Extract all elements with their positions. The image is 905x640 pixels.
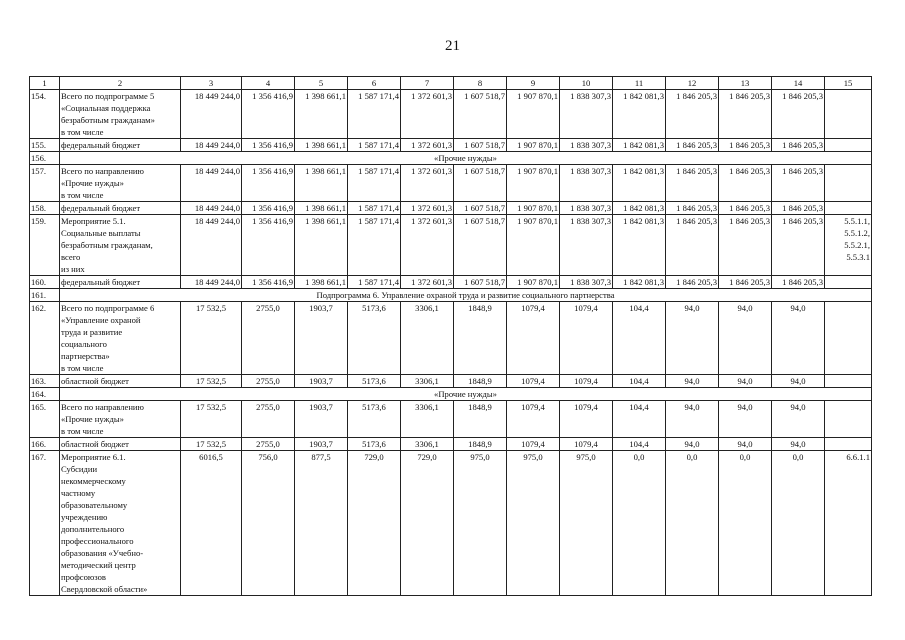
row-name: Всего по подпрограмме 6 «Управление охраной труда и развитие социального партнерства» в том числе <box>60 302 181 375</box>
row-number: 165. <box>30 401 60 438</box>
value-cell: 94,0 <box>666 375 719 388</box>
value-cell: 1 846 205,3 <box>666 165 719 202</box>
value-cell: 1 907 870,1 <box>507 276 560 289</box>
value-cell: 3306,1 <box>401 302 454 375</box>
value-cell: 1 846 205,3 <box>666 276 719 289</box>
value-cell: 1 846 205,3 <box>666 139 719 152</box>
value-cell: 1 842 081,3 <box>613 90 666 139</box>
value-cell: 975,0 <box>507 451 560 596</box>
value-cell: 1 907 870,1 <box>507 215 560 276</box>
value-cell: 1 838 307,3 <box>560 139 613 152</box>
value-cell: 1 398 661,1 <box>295 90 348 139</box>
value-cell: 104,4 <box>613 401 666 438</box>
value-cell: 1079,4 <box>560 401 613 438</box>
header-cell: 7 <box>401 77 454 90</box>
value-cell: 5173,6 <box>348 302 401 375</box>
row-number: 159. <box>30 215 60 276</box>
value-cell: 1 846 205,3 <box>772 276 825 289</box>
header-cell: 8 <box>454 77 507 90</box>
value-cell: 1 846 205,3 <box>666 90 719 139</box>
value-cell: 1 398 661,1 <box>295 139 348 152</box>
row-name: Всего по направлению «Прочие нужды» в том числе <box>60 401 181 438</box>
value-cell: 1 838 307,3 <box>560 202 613 215</box>
value-cell: 2755,0 <box>242 302 295 375</box>
value-cell: 17 532,5 <box>181 302 242 375</box>
value-cell: 1 372 601,3 <box>401 139 454 152</box>
value-cell: 1903,7 <box>295 401 348 438</box>
value-cell: 1 587 171,4 <box>348 276 401 289</box>
table-row <box>30 388 872 401</box>
row-number: 167. <box>30 451 60 596</box>
value-cell: 1 372 601,3 <box>401 202 454 215</box>
value-cell: 1 587 171,4 <box>348 90 401 139</box>
value-cell: 1 587 171,4 <box>348 139 401 152</box>
value-cell: 1903,7 <box>295 375 348 388</box>
value-cell: 3306,1 <box>401 438 454 451</box>
value-cell: 3306,1 <box>401 375 454 388</box>
value-cell: 104,4 <box>613 438 666 451</box>
value-cell: 1 587 171,4 <box>348 165 401 202</box>
table-row <box>30 165 872 202</box>
value-cell: 1 607 518,7 <box>454 139 507 152</box>
value-cell: 1848,9 <box>454 375 507 388</box>
target-ref <box>825 438 872 451</box>
value-cell: 1 607 518,7 <box>454 90 507 139</box>
value-cell: 1079,4 <box>507 401 560 438</box>
value-cell: 1 356 416,9 <box>242 139 295 152</box>
value-cell: 1 838 307,3 <box>560 90 613 139</box>
value-cell: 1 846 205,3 <box>719 202 772 215</box>
target-ref <box>825 165 872 202</box>
value-cell: 877,5 <box>295 451 348 596</box>
row-number: 158. <box>30 202 60 215</box>
value-cell: 1 842 081,3 <box>613 276 666 289</box>
row-number: 163. <box>30 375 60 388</box>
target-ref <box>825 302 872 375</box>
value-cell: 1 907 870,1 <box>507 165 560 202</box>
header-cell: 1 <box>30 77 60 90</box>
table-row <box>30 401 872 438</box>
value-cell: 18 449 244,0 <box>181 165 242 202</box>
row-name: федеральный бюджет <box>60 139 181 152</box>
value-cell: 18 449 244,0 <box>181 215 242 276</box>
value-cell: 1 846 205,3 <box>719 139 772 152</box>
value-cell: 104,4 <box>613 302 666 375</box>
header-cell: 10 <box>560 77 613 90</box>
value-cell: 5173,6 <box>348 401 401 438</box>
value-cell: 1079,4 <box>560 302 613 375</box>
value-cell: 1 356 416,9 <box>242 202 295 215</box>
header-cell: 9 <box>507 77 560 90</box>
row-number: 160. <box>30 276 60 289</box>
row-name: Мероприятие 5.1. Социальные выплаты безработным гражданам, всего из них <box>60 215 181 276</box>
value-cell: 18 449 244,0 <box>181 139 242 152</box>
value-cell: 18 449 244,0 <box>181 90 242 139</box>
value-cell: 2755,0 <box>242 438 295 451</box>
value-cell: 1 607 518,7 <box>454 276 507 289</box>
value-cell: 1 398 661,1 <box>295 202 348 215</box>
value-cell: 94,0 <box>666 438 719 451</box>
value-cell: 975,0 <box>454 451 507 596</box>
row-name: Мероприятие 6.1. Субсидии некоммерческому частному образовательному учреждению дополнительного профессионального образования «Учебно- методический центр профсоюзов Свердловской области» <box>60 451 181 596</box>
value-cell: 1 846 205,3 <box>719 165 772 202</box>
section-heading: «Прочие нужды» <box>60 152 872 165</box>
value-cell: 0,0 <box>772 451 825 596</box>
row-name: федеральный бюджет <box>60 202 181 215</box>
row-name: областной бюджет <box>60 375 181 388</box>
page-number: 21 <box>445 38 460 54</box>
value-cell: 1 846 205,3 <box>772 165 825 202</box>
header-cell: 15 <box>825 77 872 90</box>
value-cell: 94,0 <box>719 401 772 438</box>
table-row <box>30 90 872 139</box>
row-number: 161. <box>30 289 60 302</box>
value-cell: 1848,9 <box>454 438 507 451</box>
table-row <box>30 451 872 596</box>
value-cell: 0,0 <box>719 451 772 596</box>
value-cell: 1 842 081,3 <box>613 165 666 202</box>
value-cell: 1079,4 <box>507 438 560 451</box>
value-cell: 6016,5 <box>181 451 242 596</box>
value-cell: 1 587 171,4 <box>348 215 401 276</box>
value-cell: 1 607 518,7 <box>454 215 507 276</box>
value-cell: 94,0 <box>772 401 825 438</box>
value-cell: 1 398 661,1 <box>295 165 348 202</box>
value-cell: 1 842 081,3 <box>613 215 666 276</box>
table-row <box>30 438 872 451</box>
header-cell: 5 <box>295 77 348 90</box>
value-cell: 94,0 <box>666 401 719 438</box>
value-cell: 1 607 518,7 <box>454 202 507 215</box>
header-cell: 4 <box>242 77 295 90</box>
value-cell: 94,0 <box>772 438 825 451</box>
value-cell: 756,0 <box>242 451 295 596</box>
table-row <box>30 152 872 165</box>
value-cell: 104,4 <box>613 375 666 388</box>
value-cell: 729,0 <box>348 451 401 596</box>
value-cell: 1 842 081,3 <box>613 139 666 152</box>
section-heading: «Прочие нужды» <box>60 388 872 401</box>
target-ref <box>825 276 872 289</box>
value-cell: 975,0 <box>560 451 613 596</box>
value-cell: 729,0 <box>401 451 454 596</box>
value-cell: 1 356 416,9 <box>242 215 295 276</box>
row-number: 157. <box>30 165 60 202</box>
value-cell: 1 842 081,3 <box>613 202 666 215</box>
table-row <box>30 302 872 375</box>
value-cell: 1903,7 <box>295 302 348 375</box>
value-cell: 1 846 205,3 <box>772 215 825 276</box>
value-cell: 3306,1 <box>401 401 454 438</box>
value-cell: 1 398 661,1 <box>295 276 348 289</box>
value-cell: 1 907 870,1 <box>507 90 560 139</box>
header-row <box>30 77 872 90</box>
value-cell: 1 372 601,3 <box>401 276 454 289</box>
value-cell: 5173,6 <box>348 375 401 388</box>
value-cell: 1 846 205,3 <box>666 215 719 276</box>
table-row <box>30 289 872 302</box>
value-cell: 94,0 <box>719 302 772 375</box>
value-cell: 1 838 307,3 <box>560 276 613 289</box>
value-cell: 0,0 <box>613 451 666 596</box>
header-cell: 3 <box>181 77 242 90</box>
value-cell: 1 372 601,3 <box>401 215 454 276</box>
table-row <box>30 215 872 276</box>
value-cell: 1848,9 <box>454 302 507 375</box>
value-cell: 94,0 <box>719 375 772 388</box>
target-ref <box>825 375 872 388</box>
target-ref <box>825 401 872 438</box>
target-ref <box>825 139 872 152</box>
value-cell: 18 449 244,0 <box>181 276 242 289</box>
table-row <box>30 375 872 388</box>
row-name: федеральный бюджет <box>60 276 181 289</box>
value-cell: 2755,0 <box>242 375 295 388</box>
value-cell: 1 398 661,1 <box>295 215 348 276</box>
header-cell: 12 <box>666 77 719 90</box>
value-cell: 94,0 <box>772 302 825 375</box>
table-row <box>30 139 872 152</box>
value-cell: 1 846 205,3 <box>772 139 825 152</box>
header-cell: 14 <box>772 77 825 90</box>
row-name: областной бюджет <box>60 438 181 451</box>
value-cell: 1 846 205,3 <box>772 202 825 215</box>
target-ref <box>825 202 872 215</box>
row-number: 164. <box>30 388 60 401</box>
value-cell: 1 838 307,3 <box>560 165 613 202</box>
value-cell: 1 846 205,3 <box>772 90 825 139</box>
value-cell: 1 846 205,3 <box>719 276 772 289</box>
target-ref: 5.5.1.1, 5.5.1.2, 5.5.2.1, 5.5.3.1 <box>825 215 872 276</box>
value-cell: 94,0 <box>772 375 825 388</box>
value-cell: 1 372 601,3 <box>401 165 454 202</box>
target-ref: 6.6.1.1 <box>825 451 872 596</box>
header-cell: 11 <box>613 77 666 90</box>
value-cell: 1848,9 <box>454 401 507 438</box>
budget-table <box>29 76 872 596</box>
row-number: 155. <box>30 139 60 152</box>
row-number: 156. <box>30 152 60 165</box>
row-number: 166. <box>30 438 60 451</box>
value-cell: 1 846 205,3 <box>719 215 772 276</box>
value-cell: 1 846 205,3 <box>666 202 719 215</box>
value-cell: 94,0 <box>666 302 719 375</box>
value-cell: 17 532,5 <box>181 438 242 451</box>
value-cell: 1079,4 <box>560 375 613 388</box>
row-name: Всего по подпрограмме 5 «Социальная поддержка безработным гражданам» в том числе <box>60 90 181 139</box>
header-cell: 13 <box>719 77 772 90</box>
header-cell: 6 <box>348 77 401 90</box>
row-number: 162. <box>30 302 60 375</box>
section-heading: Подпрограмма 6. Управление охраной труда и развитие социального партнерства <box>60 289 872 302</box>
value-cell: 18 449 244,0 <box>181 202 242 215</box>
target-ref <box>825 90 872 139</box>
header-cell: 2 <box>60 77 181 90</box>
value-cell: 1 372 601,3 <box>401 90 454 139</box>
table-row <box>30 276 872 289</box>
value-cell: 1079,4 <box>560 438 613 451</box>
value-cell: 1 907 870,1 <box>507 139 560 152</box>
value-cell: 1 838 307,3 <box>560 215 613 276</box>
value-cell: 1079,4 <box>507 375 560 388</box>
row-name: Всего по направлению «Прочие нужды» в том числе <box>60 165 181 202</box>
value-cell: 5173,6 <box>348 438 401 451</box>
row-number: 154. <box>30 90 60 139</box>
value-cell: 1 356 416,9 <box>242 165 295 202</box>
value-cell: 1 587 171,4 <box>348 202 401 215</box>
value-cell: 1 356 416,9 <box>242 276 295 289</box>
value-cell: 1 356 416,9 <box>242 90 295 139</box>
value-cell: 1903,7 <box>295 438 348 451</box>
value-cell: 1 607 518,7 <box>454 165 507 202</box>
value-cell: 1 846 205,3 <box>719 90 772 139</box>
value-cell: 94,0 <box>719 438 772 451</box>
value-cell: 2755,0 <box>242 401 295 438</box>
value-cell: 17 532,5 <box>181 375 242 388</box>
value-cell: 0,0 <box>666 451 719 596</box>
value-cell: 17 532,5 <box>181 401 242 438</box>
table-row <box>30 202 872 215</box>
value-cell: 1079,4 <box>507 302 560 375</box>
value-cell: 1 907 870,1 <box>507 202 560 215</box>
